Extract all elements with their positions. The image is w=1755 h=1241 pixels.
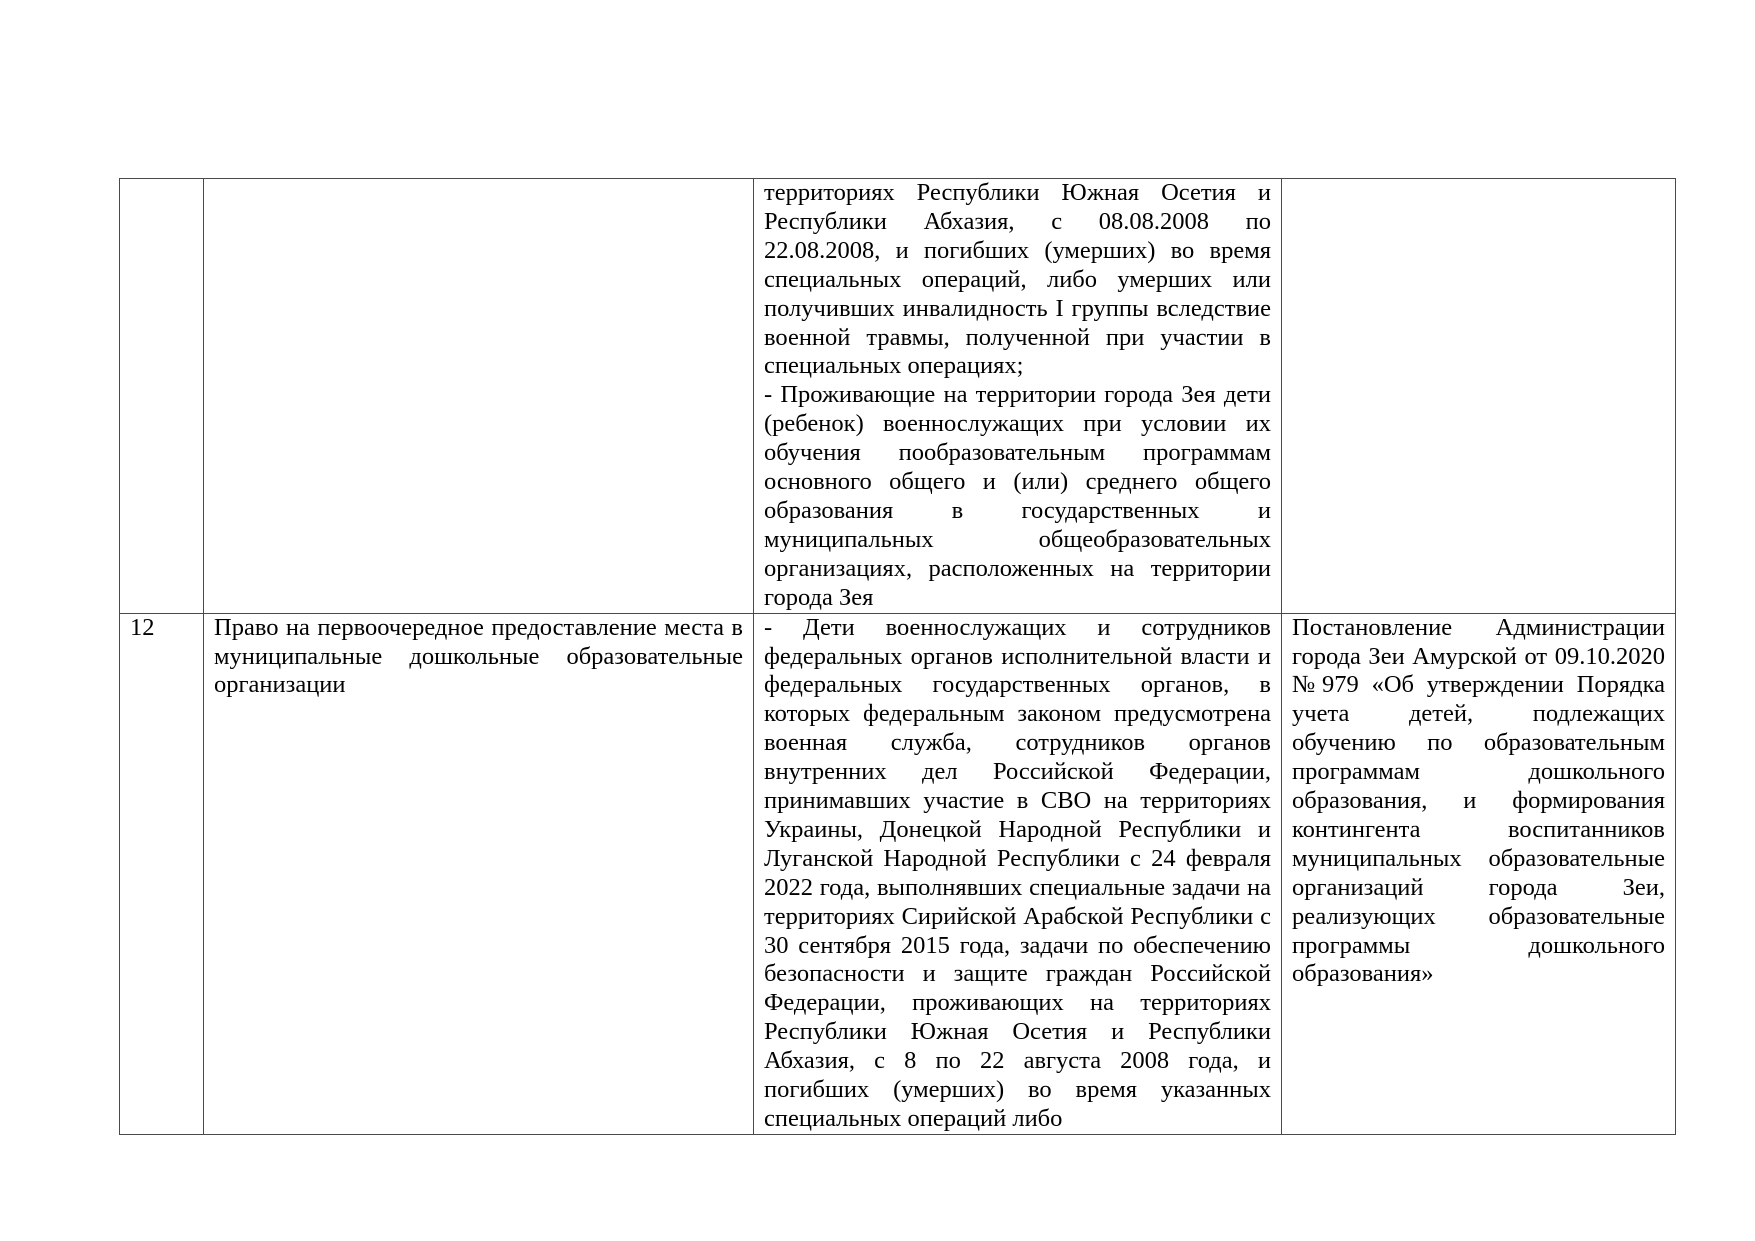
row-number-cell (120, 613, 204, 1134)
right-title-cell (204, 179, 754, 614)
legal-basis: Постановление Администрации города Зеи Амурской от 09.10.2020 №979 «Об утверждении Порядка учета детей, подлежащих обучению по образовательным программам дошкольного образования, и формирования контингента воспитанников муниципальных образовательные организаций города Зеи, реализующих образовательные программы дошкольного образования» (1292, 613, 1665, 988)
right-title: Право на первоочередное предоставление места в муниципальные дошкольные образовательные организации (214, 613, 743, 699)
row-number: 12 (130, 613, 155, 641)
right-title-cell (204, 613, 754, 1134)
table-row-continuation (120, 179, 1676, 614)
beneficiaries-text: - Дети военнослужащих и сотрудников федеральных органов исполнительной власти и федеральных государственных органов, в которых федеральным законом предусмотрена военная служба, сотрудников органов внутренних дел Российской Федерации, принимавших участие в СВО на территориях Украины, Донецкой Народной Республики и Луганской Народной Республики с 24 февраля 2022 года, выполнявших специальные задачи на территориях Сирийской Арабской Республики с 30 сентября 2015 года, задачи по обеспечению безопасности и защите граждан Российской Федерации, проживающих на территориях Республики Южная Осетия и Республики Абхазия, с 8 по 22 августа 2008 года, и погибших (умерших) во время указанных специальных операций либо (764, 613, 1271, 1132)
beneficiaries-cell (754, 613, 1282, 1134)
beneficiaries-paragraph-2: - Проживающие на территории города Зея дети (ребенок) военнослужащих при условии их обучения пообразовательным программам основного общего и (или) среднего общего образования в государственных и муниципальных общеобразовательных организациях, расположенных на территории города Зея (764, 381, 1271, 611)
benefits-table (119, 178, 1676, 1135)
legal-basis-cell (1282, 179, 1676, 614)
beneficiaries-cell (754, 179, 1282, 614)
beneficiaries-paragraph-1: территориях Республики Южная Осетия и Республики Абхазия, с 08.08.2008 по 22.08.2008, и погибших (умерших) во время специальных операций, либо умерших или получивших инвалидность I группы вследствие военной травмы, полученной при участии в специальных операциях; (764, 179, 1271, 380)
legal-basis-cell (1282, 613, 1676, 1134)
row-number-cell (120, 179, 204, 614)
table-row-12 (120, 613, 1676, 1134)
